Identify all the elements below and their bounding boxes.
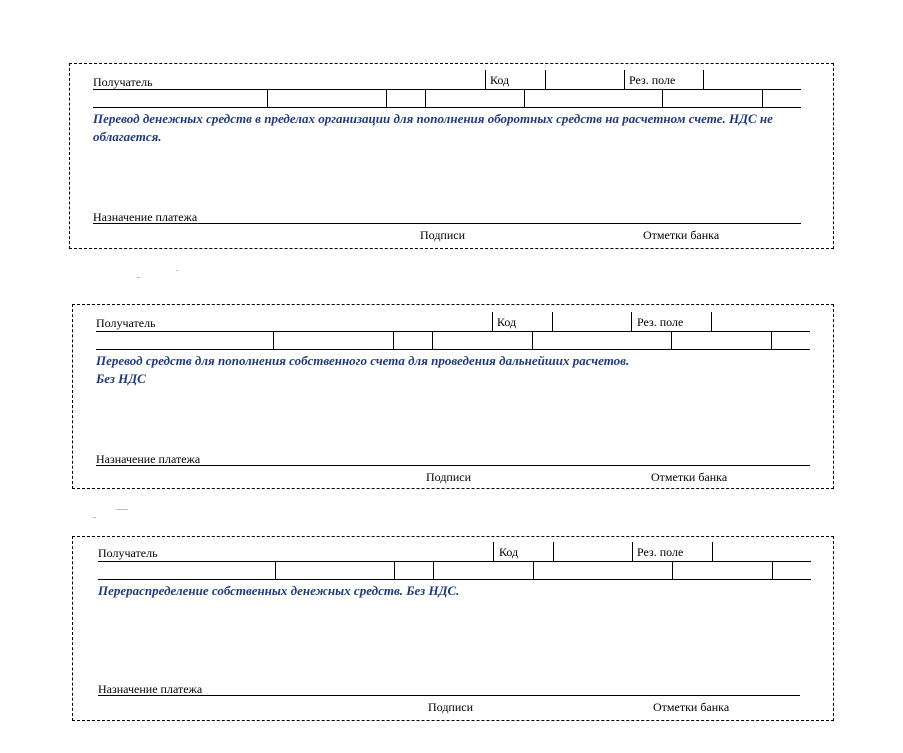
payment-purpose-text: Перевод средств для пополнения собственного счета для проведения дальнейших расчетов. Без НДС [96, 353, 630, 386]
cell-divider [772, 561, 773, 579]
cell-divider [393, 331, 394, 349]
divider [632, 542, 633, 561]
signatures-label: Подписи [426, 470, 472, 484]
cell-divider [671, 331, 672, 349]
divider [553, 542, 554, 561]
divider [703, 70, 704, 89]
payment-purpose-label: Назначение платежа [93, 210, 198, 224]
bank-marks-label: Отметки банка [643, 228, 720, 242]
purpose-line [98, 695, 800, 696]
divider [712, 542, 713, 561]
recipient-row-line [93, 89, 801, 90]
cells-row-line [96, 349, 810, 350]
cell-divider [672, 561, 673, 579]
payment-purpose-label: Назначение платежа [98, 682, 203, 696]
payment-purpose-label: Назначение платежа [96, 452, 201, 466]
divider [631, 312, 632, 331]
cell-divider [524, 89, 525, 107]
cell-divider [394, 561, 395, 579]
cells-row-line [98, 579, 811, 580]
cells-row-line [93, 107, 801, 108]
recipient-row-line [98, 561, 811, 562]
cell-divider [267, 89, 268, 107]
reserve-field-label: Рез. поле [629, 73, 676, 87]
cell-divider [771, 331, 772, 349]
signatures-label: Подписи [420, 228, 466, 242]
cell-divider [532, 331, 533, 349]
recipient-label: Получатель [98, 546, 158, 560]
purpose-line [93, 223, 801, 224]
recipient-row-line [96, 331, 810, 332]
payment-purpose-text: Перевод денежных средств в пределах организации для пополнения оборотных средств на расчетном счете. НДС не облагается. [93, 111, 773, 144]
cell-divider [273, 331, 274, 349]
cell-divider [662, 89, 663, 107]
reserve-field-label: Рез. поле [637, 315, 684, 329]
reserve-field-label: Рез. поле [637, 545, 684, 559]
divider [485, 70, 486, 89]
divider [711, 312, 712, 331]
divider [492, 312, 493, 331]
cell-divider [432, 331, 433, 349]
scan-artifact [93, 517, 96, 518]
cell-divider [433, 561, 434, 579]
scan-artifact [176, 270, 178, 271]
bank-marks-label: Отметки банка [651, 470, 728, 484]
bank-marks-label: Отметки банка [653, 700, 730, 714]
cell-divider [533, 561, 534, 579]
signatures-label: Подписи [428, 700, 474, 714]
cell-divider [386, 89, 387, 107]
recipient-label: Получатель [96, 316, 156, 330]
code-label: Код [497, 315, 517, 329]
cell-divider [425, 89, 426, 107]
payment-purpose-text: Перераспределение собственных денежных средств. Без НДС. [98, 583, 460, 598]
purpose-line [96, 465, 810, 466]
divider [493, 542, 494, 561]
divider [552, 312, 553, 331]
code-label: Код [490, 73, 510, 87]
divider [624, 70, 625, 89]
scan-artifact [116, 509, 128, 510]
recipient-label: Получатель [93, 75, 153, 89]
scan-artifact [137, 277, 140, 278]
code-label: Код [499, 545, 519, 559]
cell-divider [275, 561, 276, 579]
divider [545, 70, 546, 89]
cell-divider [762, 89, 763, 107]
